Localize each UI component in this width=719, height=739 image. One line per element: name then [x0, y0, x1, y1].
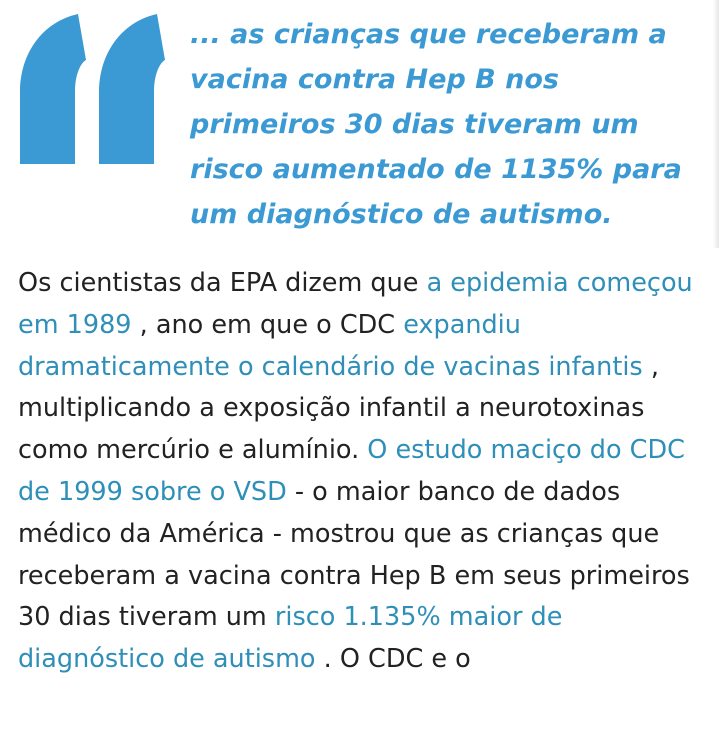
article-text: Os cientistas da EPA dizem que — [18, 268, 427, 298]
quote-text: ... as crianças que receberam a vacina contra Hep B nos primeiros 30 dias tiveram um risco aumentado de 1135% para um diagnóstico de autismo. — [190, 19, 682, 230]
article-text: . O CDC e o — [315, 644, 471, 675]
pull-quote — [0, 0, 719, 248]
open-quote-icon — [20, 14, 165, 164]
link-vaccine-schedule-expansion[interactable]: expandiu dramaticamente o calendário de vacinas infantis — [18, 309, 643, 382]
article-text: , multiplicando a exposição infantil a neurotoxinas como mercúrio e alumínio. — [18, 351, 659, 466]
link-cdc-vsd-study-1999[interactable]: O estudo maciço do CDC de 1999 sobre o VSD — [18, 435, 685, 507]
article-paragraph — [18, 263, 713, 681]
scroll-edge — [713, 0, 719, 248]
article-text: - o maior banco de dados médico da América - mostrou que as crianças que receberam a vacina contra Hep B em seus primeiros 30 dias tiveram um — [18, 476, 690, 633]
article-text: , ano em que o CDC — [131, 309, 404, 340]
link-autism-risk[interactable]: risco 1.135% maior de diagnóstico de autismo — [18, 602, 563, 675]
link-epidemic-began-1989[interactable]: a epidemia começou em 1989 — [18, 268, 693, 340]
